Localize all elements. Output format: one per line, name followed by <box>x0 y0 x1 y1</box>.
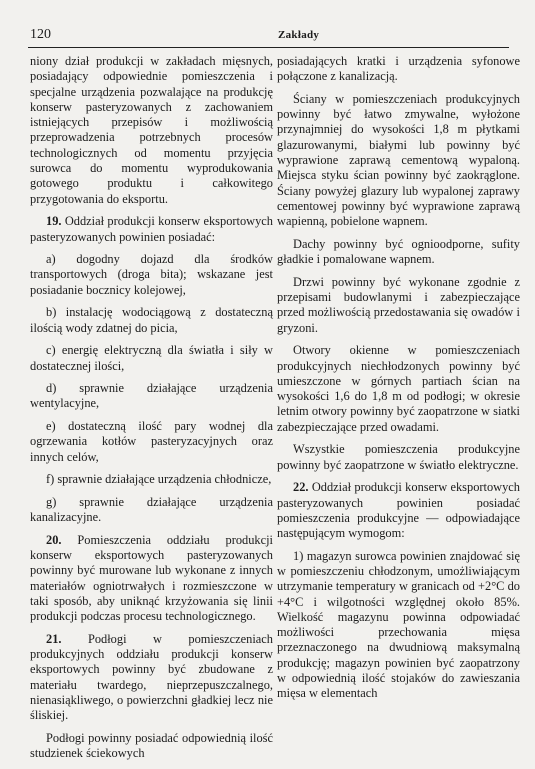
paragraph: Drzwi powinny być wykonane zgodnie z przepisami budowlanymi i zabezpieczające przed możliwością przedostawania się owadów i gryzoni. <box>277 274 520 335</box>
list-item: b) instalację wodociągową z dostateczną ilością wody zdatnej do picia, <box>30 305 273 335</box>
header-rule <box>28 47 509 48</box>
right-column <box>277 54 520 709</box>
section-number: 20. <box>46 532 62 547</box>
section-paragraph <box>277 480 520 541</box>
section-number: 21. <box>46 631 62 646</box>
section-number: 19. <box>46 214 62 229</box>
list-item: g) sprawnie działające urządzenia kanalizacyjne. <box>30 494 273 525</box>
section-text: Pomieszczenia oddziału produkcji konserw eksportowych pasteryzowanych powinny być murowane lub wykonane z innych materiałów ogniotrwałych i rozmieszczone w taki sposób, aby uniknąć krzyżowania się linii produkcji podczas procesu technologicznego. <box>30 532 273 624</box>
section-text: Oddział produkcji konserw eksportowych pasteryzowanych powinien posiadać pomieszczenia produkcyjne — odpowiadające następującym wymogom: <box>277 480 520 541</box>
left-column <box>30 54 273 769</box>
list-item: c) energię elektryczną dla światła i siły w dostatecznej ilości, <box>30 343 273 373</box>
paragraph: Wszystkie pomieszczenia produkcyjne powinny być zaopatrzone w światło elektryczne. <box>277 442 520 472</box>
paragraph: niony dział produkcji w zakładach mięsnych, posiadający odpowiednie pomieszczenia i specjalne urządzenia pozwalające na produkcję konserw pasteryzowanych z zachowaniem istniejących przepisów i możliwością przeprowadzenia potrzebnych procesów technologicznych od momentu przyjęcia surowca do momentu wyprodukowania gotowego produktu i całkowitego przygotowania do eksportu. <box>30 54 273 206</box>
paragraph: Otwory okienne w pomieszczeniach produkcyjnych niechłodzonych powinny być umieszczone w górnych partiach ścian na wysokości 1,6 do 1,8 m od podłogi; w okresie letnim otwory powinny być zaopatrzone w siatki zabezpieczające przed owadami. <box>277 343 520 434</box>
running-title: Zakłady <box>278 29 320 41</box>
list-item: d) sprawnie działające urządzenia wentylacyjne, <box>30 381 273 411</box>
section-text: Oddział produkcji konserw eksportowych pasteryzowanych powinien posiadać: <box>30 214 273 244</box>
list-item: a) dogodny dojazd dla środków transportowych (droga bita); wskazane jest posiadanie bocznicy kolejowej, <box>30 252 273 297</box>
list-item: e) dostateczną ilość pary wodnej dla ogrzewania kotłów pasteryzacyjnych oraz innych celów, <box>30 419 273 464</box>
paragraph: Dachy powinny być ognioodporne, sufity gładkie i pomalowane wapnem. <box>277 236 520 267</box>
section-paragraph <box>30 632 273 724</box>
paragraph: Ściany w pomieszczeniach produkcyjnych powinny być łatwo zmywalne, wyłożone przynajmniej do wysokości 1,8 m płytkami glazurowanymi, białymi lub powinny być wyprawione zaprawą cementową wypaloną. Miejsca styku ścian powinny być zaokrąglone. Ściany powyżej glazury lub wypalonej zaprawy cementowej powinny być wyprawione zaprawą wapienną, pobielone wapnem. <box>277 91 520 229</box>
page-number: 120 <box>30 27 51 42</box>
paragraph: Podłogi powinny posiadać odpowiednią ilość studzienek ściekowych <box>30 730 273 761</box>
section-paragraph <box>30 533 273 625</box>
list-item: 1) magazyn surowca powinien znajdować się w pomieszczeniu chłodzonym, umożliwiającym utrzymanie temperatury w granicach od +2°C do +4°C i wilgotności względnej około 85%. Wielkość magazynu powinna odpowiadać możliwości przechowania mięsa przeznaczonego na dwudniową maksymalną produkcję; magazyn powinien być zaopatrzony w odpowiednią ilość stojaków do zawieszania mięsa w elementach <box>277 548 520 701</box>
section-paragraph <box>30 214 273 245</box>
page-header <box>30 27 507 47</box>
section-number: 22. <box>293 480 309 495</box>
paragraph: posiadających kratki i urządzenia syfonowe połączone z kanalizacją. <box>277 54 520 84</box>
section-text: Podłogi w pomieszczeniach produkcyjnych oddziału produkcji konserw eksportowych powinny być zbudowane z materiału twardego, nieprzepuszczalnego, nienasiąkliwego, o powierzchni gładkiej lecz nie śliskiej. <box>30 631 273 723</box>
list-item: f) sprawnie działające urządzenia chłodnicze, <box>46 472 272 487</box>
